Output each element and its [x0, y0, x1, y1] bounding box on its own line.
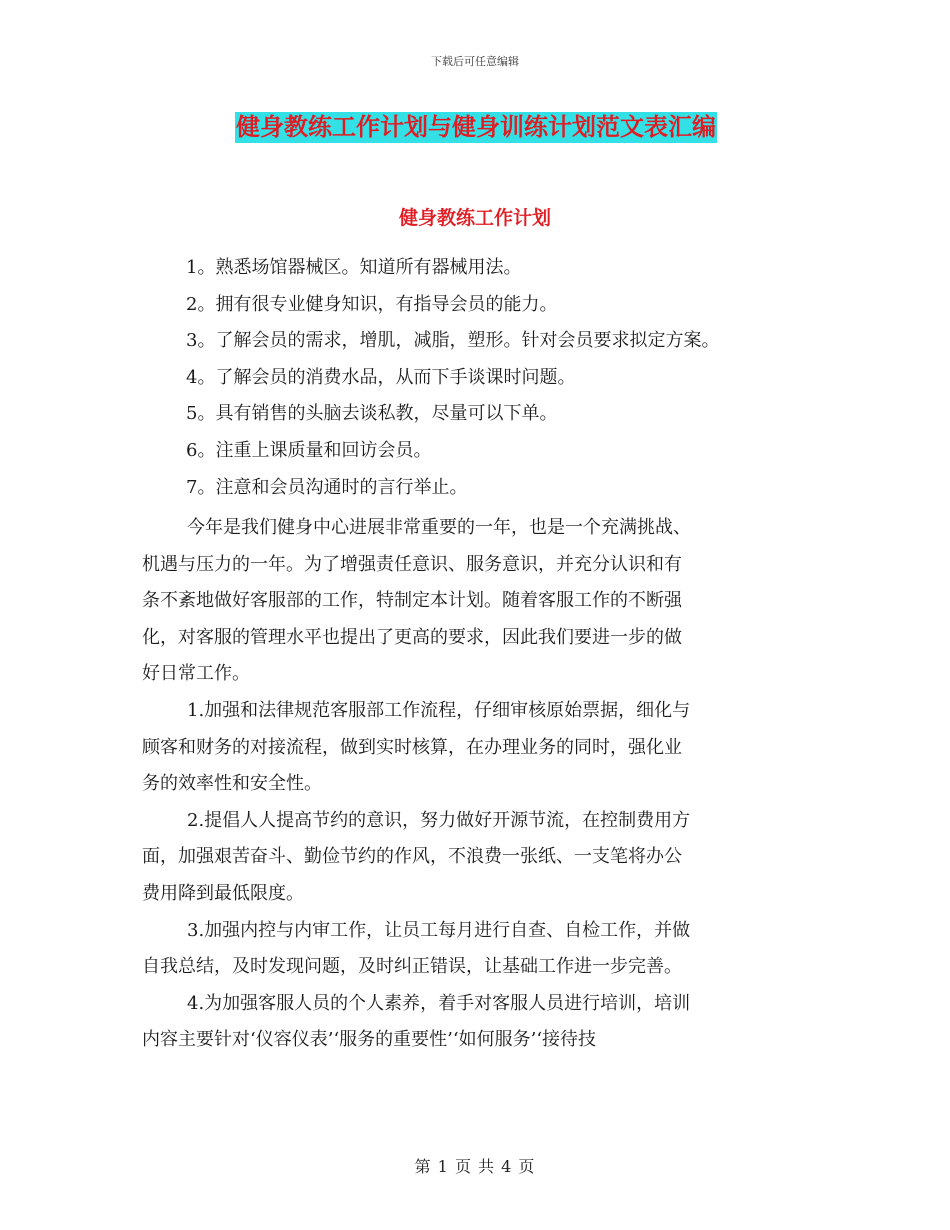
paragraph-point-2: [142, 803, 822, 913]
text-line: 面，加强艰苦奋斗、勤俭节约的作风，不浪费一张纸、一支笔将办公: [142, 846, 682, 868]
page-number: 第 1 页 共 4 页: [414, 1157, 536, 1176]
text-line: 自我总结，及时发现问题，及时纠正错误，让基础工作进一步完善。: [142, 956, 682, 978]
list-item: 6。注重上课质量和回访会员。: [186, 439, 432, 461]
header-note: 下载后可任意编辑: [431, 55, 519, 68]
list-item: 5。具有销售的头脑去谈私教，尽量可以下单。: [186, 403, 558, 425]
text-line: 化，对客服的管理水平也提出了更高的要求，因此我们要进一步的做: [142, 626, 682, 648]
text-line: 条不紊地做好客服部的工作，特制定本计划。随着客服工作的不断强: [142, 590, 682, 612]
list-item: 4。了解会员的消费水品，从而下手谈课时问题。: [186, 366, 576, 388]
text-line: 务的效率性和安全性。: [142, 773, 322, 795]
paragraph-point-3: [142, 913, 822, 986]
text-line: 费用降到最低限度。: [142, 882, 304, 904]
paragraph-intro: [142, 510, 822, 693]
list-item: 1。熟悉场馆器械区。知道所有器械用法。: [186, 257, 522, 278]
paragraph-point-1: [142, 693, 822, 803]
list-item: 2。拥有很专业健身知识，有指导会员的能力。: [186, 293, 558, 315]
text-line: 好日常工作。: [142, 663, 250, 685]
text-line: 1.加强和法律规范客服部工作流程，仔细审核原始票据，细化与: [187, 699, 691, 721]
text-line: 3.加强内控与内审工作，让员工每月进行自查、自检工作，并做: [187, 919, 691, 941]
body-text: [142, 510, 822, 1059]
text-line: 内容主要针对‘仪容仪表’‘服务的重要性’‘如何服务’‘接待技: [142, 1029, 597, 1051]
list-item: 7。注意和会员沟通时的言行举止。: [186, 476, 468, 498]
text-line: 今年是我们健身中心进展非常重要的一年，也是一个充满挑战、: [187, 517, 691, 538]
duty-list: [186, 250, 866, 506]
text-line: 机遇与压力的一年。为了增强责任意识、服务意识，并充分认识和有: [142, 553, 682, 575]
text-line: 2.提倡人人提高节约的意识，努力做好开源节流，在控制费用方: [187, 809, 691, 831]
text-line: 4.为加强客服人员的个人素养，着手对客服人员进行培训，培训: [187, 992, 691, 1014]
paragraph-point-4: [142, 986, 822, 1059]
section-title: 健身教练工作计划: [398, 207, 551, 229]
list-item: 3。了解会员的需求，增肌，减脂，塑形。针对会员要求拟定方案。: [186, 330, 720, 352]
document-title: 健身教练工作计划与健身训练计划范文表汇编: [236, 113, 716, 141]
text-line: 顾客和财务的对接流程，做到实时核算，在办理业务的同时，强化业: [142, 736, 682, 758]
